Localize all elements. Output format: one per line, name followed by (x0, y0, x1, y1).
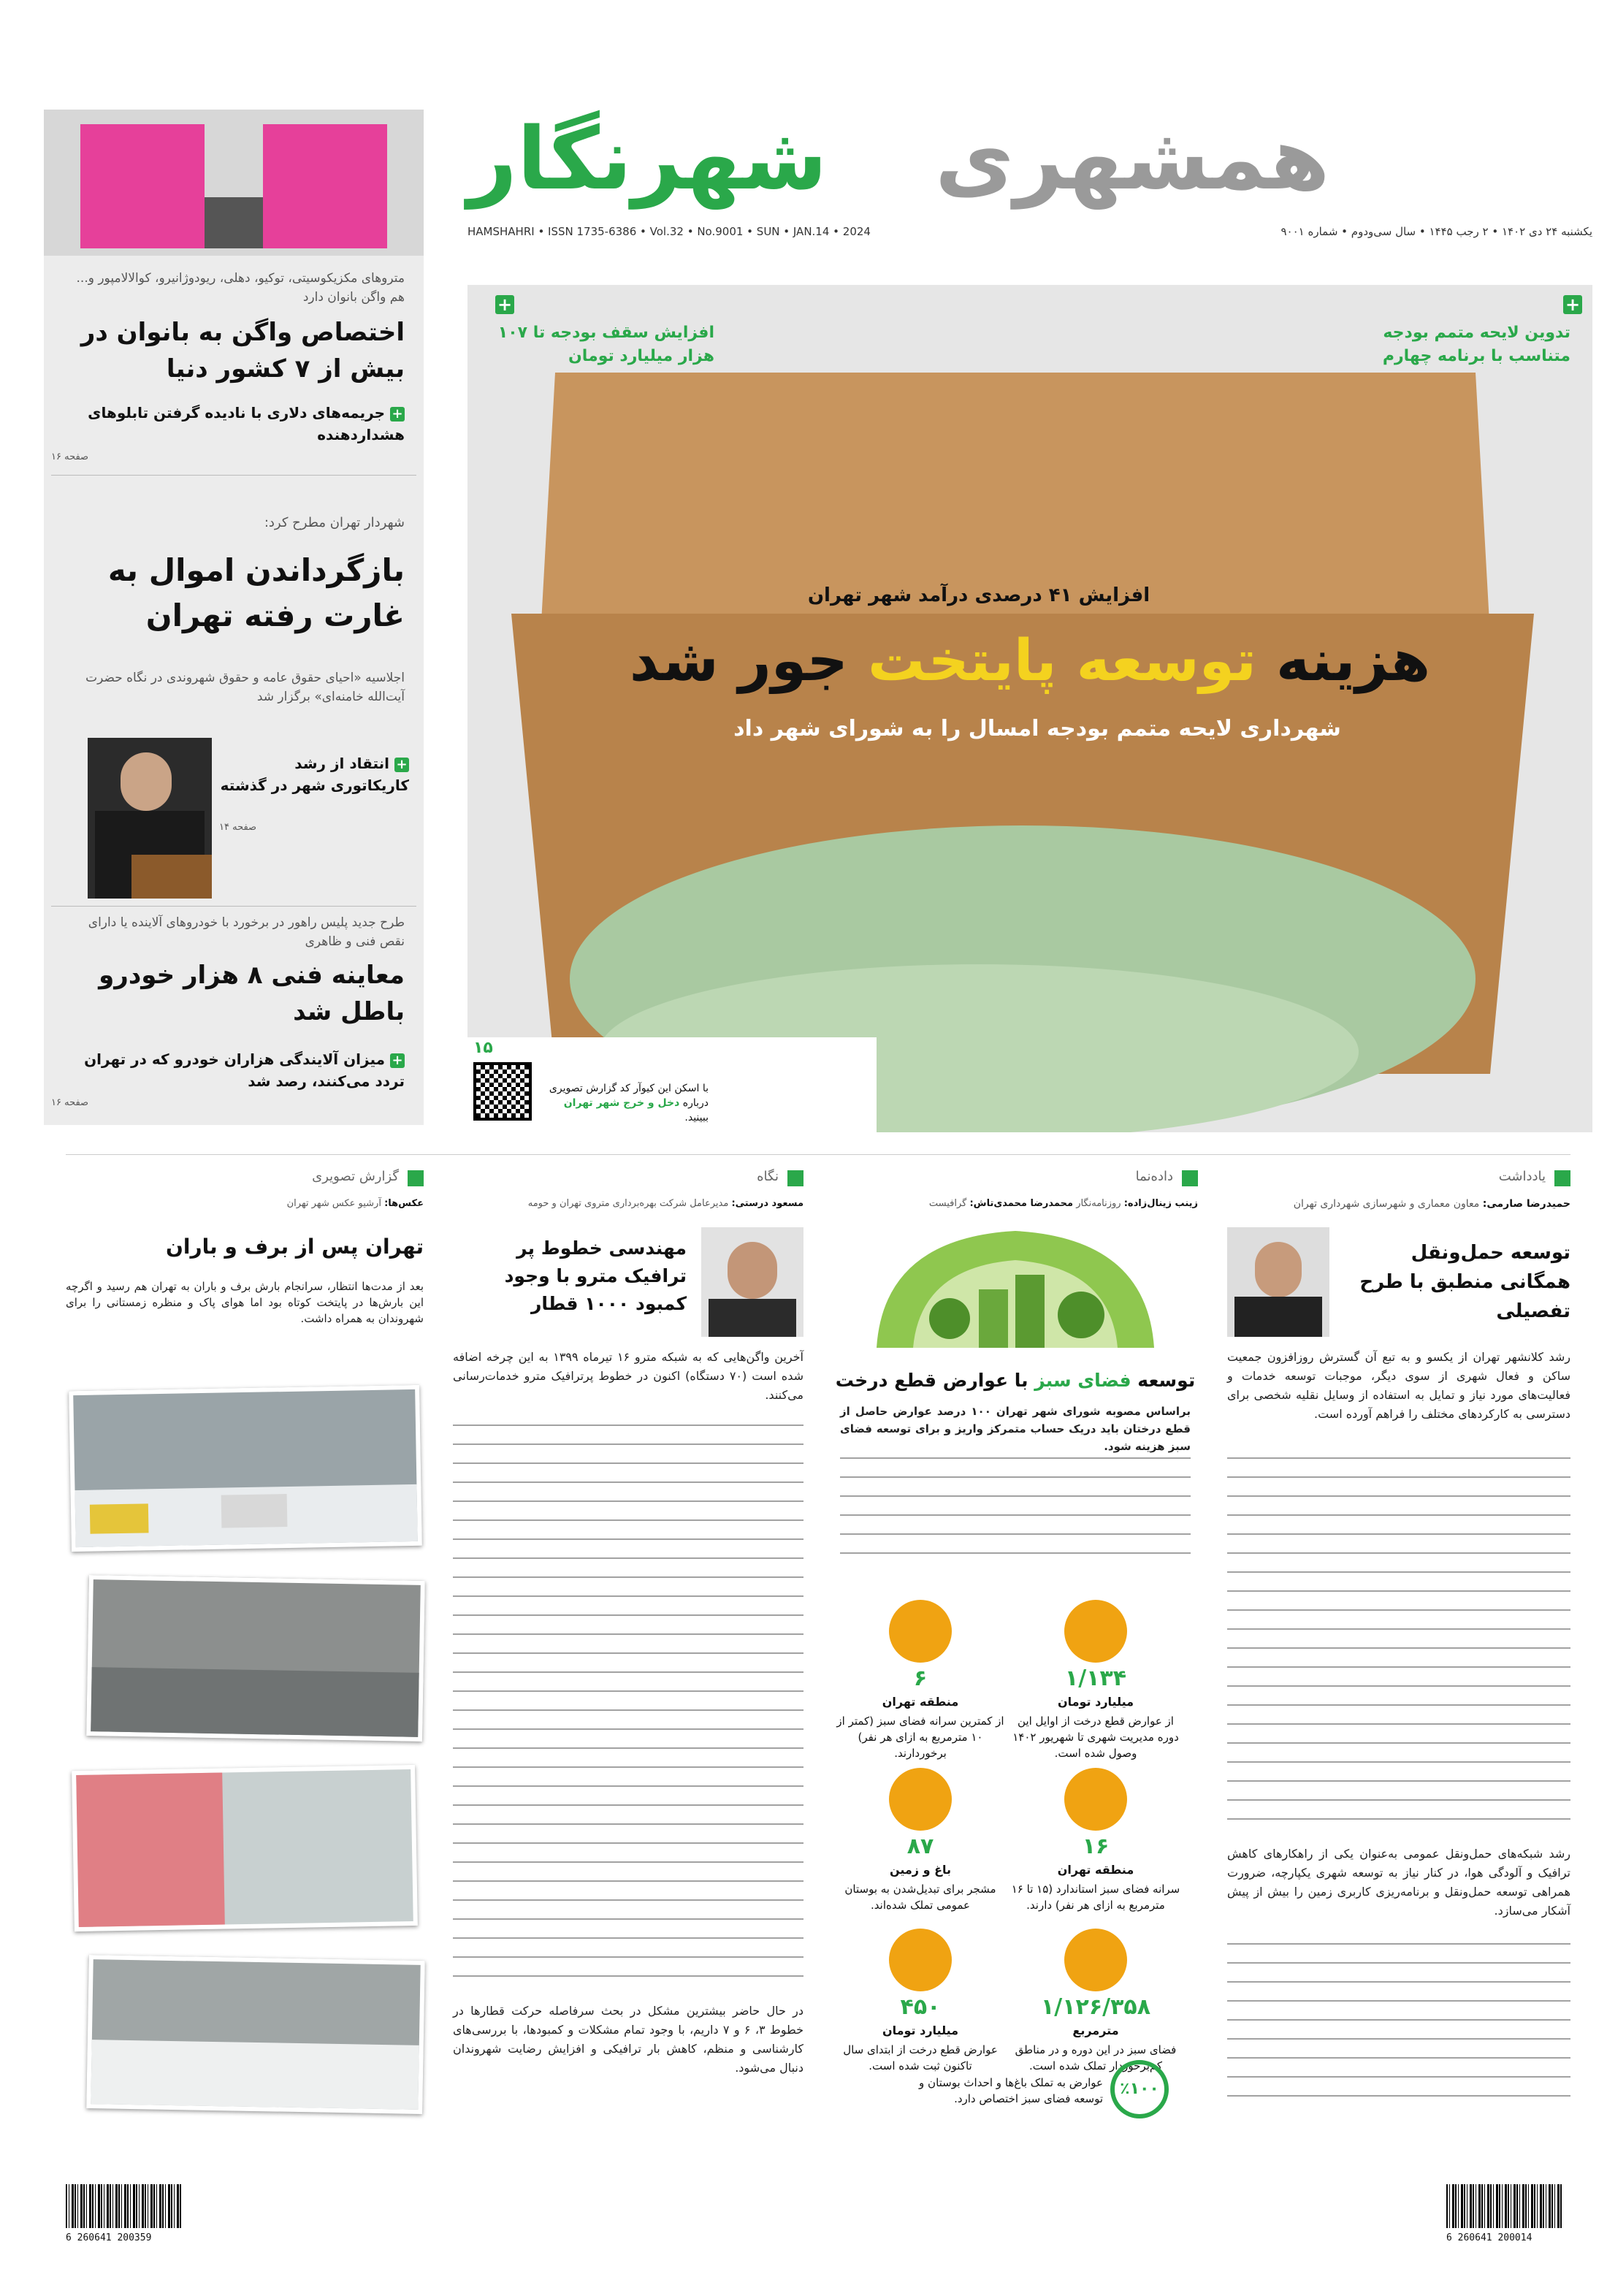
car (90, 1503, 149, 1533)
stat-1-label: میلیارد تومان (1057, 1695, 1134, 1709)
cover-page-number: ۱۵ (473, 1039, 493, 1057)
barcode-right-number: 6 260641 200014 (1446, 2232, 1532, 2243)
money-bag-stat-icon (889, 1929, 952, 1991)
col3-section: نگاه (453, 1169, 804, 1188)
s1-bullet (61, 402, 405, 446)
skyline-illustration (467, 285, 1592, 1132)
wet-street (91, 1667, 419, 1737)
snow-photo-3 (72, 1765, 418, 1931)
budget-stat-icon (1064, 1600, 1127, 1663)
s2-bullet-text: انتقاد از رشد کاریکاتوری شهر در گذشته (220, 755, 409, 794)
stat-2-label: منطقه تهران (882, 1695, 959, 1709)
qr-note-end: ببینید. (684, 1112, 709, 1124)
snow-photo-1 (69, 1385, 422, 1552)
plus-icon: + (390, 1053, 405, 1068)
headline-part-a: هزینه (1256, 628, 1431, 694)
s1-kicker: متروهای مکزیکوسیتی، توکیو، دهلی، ریودوژانیرو، کوالالامپور و... هم واگن بانوان دارد (76, 271, 405, 305)
col1-body-lines (1227, 1457, 1570, 1837)
col2-title-a: توسعه (1131, 1370, 1196, 1391)
headline-part-b: توسعه پایتخت (868, 628, 1256, 694)
barcode-right-graphic (1446, 2184, 1563, 2228)
location-stat-icon (1064, 1768, 1127, 1831)
plus-icon: + (394, 758, 409, 772)
col4-title: تهران پس از برف و باران (166, 1235, 424, 1259)
qr-note-text: با اسکن این کیوآر کد گزارش تصویری درباره (549, 1083, 709, 1109)
stat-5-desc: فضای سبز در این دوره و در مناطق کم‌برخوردار تملک شده است. (1015, 2043, 1177, 2072)
s1-title[interactable]: اختصاص واگن به بانوان در بیش از ۷ کشور دنیا (80, 318, 405, 384)
qr-block (467, 1037, 877, 1132)
s2-title[interactable]: بازگرداندن اموال به غارت رفته تهران (107, 552, 405, 633)
col1-section: یادداشت (1227, 1169, 1570, 1188)
s2-kicker: شهردار تهران مطرح کرد: (264, 515, 405, 530)
col1-byline (1227, 1198, 1570, 1210)
col2-section: داده‌نما (833, 1169, 1198, 1188)
col2-title (833, 1370, 1198, 1391)
tree-stat-icon (889, 1600, 952, 1663)
author-photo (701, 1227, 804, 1337)
metro-photo (44, 110, 424, 256)
sidebar (44, 110, 424, 1125)
col4-p1: بعد از مدت‌ها انتظار، سرانجام بارش برف و باران به تهران هم رسید و اگرچه این بارش‌ها در پایتخت کوتاه بود اما هوای پاک و منظره زمستانی را برای شهروندان به همراه داشت. (66, 1280, 424, 1325)
area-stat-icon (1064, 1929, 1127, 1991)
mayor-head (121, 752, 172, 811)
garden-stat-icon (889, 1768, 952, 1831)
park-building (1015, 1275, 1045, 1348)
col3-byline-name: مسعود درستی: (731, 1198, 804, 1209)
car (221, 1494, 288, 1528)
col3-title: مهندسی خطوط پر ترافیک مترو با وجود کمبود ۱۰۰۰ قطار (504, 1237, 687, 1314)
divider (51, 475, 416, 476)
author-suit (709, 1299, 796, 1337)
stat-2-desc: از کمترین سرانه فضای سبز (کمتر از ۱۰ مترمربع به ازای هر نفر) برخوردارند. (836, 1715, 1004, 1760)
stat-4-label: باغ و زمین (889, 1863, 952, 1877)
col2-byline2-name: محمدرضا محمدی‌تاش: (969, 1198, 1074, 1209)
s3-kicker: طرح جدید پلیس راهور در برخورد با خودروهای آلاینده یا دارای نقص فنی و ظاهری (88, 915, 405, 949)
col2-byline2-role: گرافیست (928, 1198, 967, 1209)
divider (51, 906, 416, 907)
stat-5-label: مترمربع (1072, 2024, 1119, 2037)
col1-title: توسعه حمل‌ونقل همگانی منطبق با طرح تفصیلی (1359, 1242, 1570, 1322)
issue-line-en: HAMSHAHRI • ISSN 1735-6386 • Vol.32 • No.9001 • SUN • JAN.14 • 2024 (467, 225, 871, 238)
qr-note (541, 1081, 709, 1125)
s2-page: صفحه ۱۴ (219, 822, 257, 833)
plus-icon: + (390, 407, 405, 422)
cover-headline (577, 621, 1483, 701)
qr-note-green: دخل و خرج شهر تهران (563, 1097, 680, 1109)
stat-1-desc: از عوارض قطع درخت از اوایل این دوره مدیریت شهری تا شهریور ۱۴۰۲ وصول شده است. (1012, 1715, 1179, 1760)
col1-p1: رشد کلانشهر تهران از یکسو و به تبع آن گسترش روزافزون جمعیت ساکن و فعال شهری از سوی دیگر، موجبات توسعه خدمات و فعالیت‌های مورد نیاز و تمایل به استفاده از وسایل نقلیه شخصی برای دسترسی به کارکردهای مختلف را فراهم آورده است. (1227, 1350, 1570, 1421)
author-head (728, 1242, 777, 1299)
col-opinion (453, 1169, 804, 2118)
cover-kicker: افزایش ۴۱ درصدی درآمد شهر تهران (807, 584, 1150, 606)
cover-story (467, 285, 1592, 1132)
col3-byline (453, 1198, 804, 1209)
plus-icon-right: + (1563, 295, 1582, 314)
mayor-photo (88, 738, 212, 899)
metro-door-right (263, 124, 387, 248)
col1-body-lines-2 (1227, 1943, 1570, 2108)
pink-cover (76, 1773, 225, 1927)
cover-subhead: شهرداری لایحه متمم بودجه امسال را به شورای شهر داد (733, 716, 1341, 741)
plus-icon-left: + (495, 295, 514, 314)
col4-section: گزارش تصویری (66, 1169, 424, 1188)
snow-photo-2 (86, 1575, 425, 1742)
col-photo-report (66, 1169, 424, 2118)
col3-body-lines (453, 1424, 804, 1994)
stat-6-label: میلیارد تومان (882, 2024, 959, 2037)
col4-byline-role: آرشیو عکس شهر تهران (286, 1198, 381, 1209)
author-head (1255, 1242, 1302, 1297)
stat-3-label: منطقه تهران (1057, 1863, 1134, 1877)
top-rule (66, 1154, 1570, 1155)
park-building (979, 1289, 1008, 1348)
metro-door-left (80, 124, 205, 248)
s3-bullet (61, 1048, 405, 1092)
barcode-left-number: 6 260641 200359 (66, 2232, 152, 2243)
stat-1-num: ۱/۱۳۴ (1064, 1666, 1127, 1691)
stat-6-desc: عوارض قطع درخت از ابتدای سال تاکنون ثبت شده است. (843, 2043, 998, 2072)
s1-bullet-text: جریمه‌های دلاری با نادیده گرفتن تابلوهای هشداردهنده (88, 404, 405, 443)
col2-lead: براساس مصوبه شورای شهر تهران ۱۰۰ درصد عوارض حاصل از قطع درختان باید دریک حساب متمرکز واریز و برای توسعه فضای سبز هزینه شود. (840, 1405, 1191, 1453)
green-park-illustration (869, 1224, 1161, 1355)
s1-page: صفحه ۱۶ (51, 451, 89, 462)
s3-bullet-text: میزان آلایندگی هزاران خودرو که در تهران تردد می‌کنند، رصد شد (84, 1050, 405, 1090)
percent-badge: ٪۱۰۰ (1110, 2060, 1169, 2118)
stat-3-num: ۱۶ (1082, 1834, 1110, 1859)
park-tree (1058, 1292, 1104, 1338)
qr-code[interactable] (473, 1062, 532, 1121)
col4-byline-name: عکس‌ها: (384, 1198, 424, 1209)
col3-p2: در حال حاضر بیشترین مشکل در بحث سرفاصله حرکت قطارها در خطوط ۳، ۶ و ۷ داریم، با وجود تمام مشکلات و کمبودها، با بررسی‌های کارشناسی و منظم، کاهش بار ترافیکی و افزایش رضایت شهروندان دنبال می‌شود. (453, 2004, 804, 2075)
stat-6-num: ۴۵۰ (900, 1994, 941, 2020)
podium (131, 855, 212, 899)
park-tree (929, 1298, 970, 1339)
snow-photo-4 (86, 1955, 425, 2114)
col1-byline-role: معاون معماری و شهرسازی شهرداری تهران (1293, 1198, 1480, 1210)
col2-byline1-role: روزنامه‌نگار (1076, 1198, 1121, 1209)
barcode-left-graphic (66, 2184, 183, 2228)
author-photo (1227, 1227, 1329, 1337)
col-note (1227, 1169, 1570, 2118)
cover-left-label: افزایش سقف بودجه تا ۱۰۷ هزار میلیارد تومان (497, 324, 714, 365)
s3-page: صفحه ۱۶ (51, 1097, 89, 1108)
col-data (833, 1169, 1198, 2118)
col3-byline-role: مدیرعامل شرکت بهره‌برداری متروی تهران و حومه (527, 1198, 729, 1209)
masthead (467, 110, 1592, 256)
stat-4-desc: مشجر برای تبدیل‌شدن به بوستان عمومی تملک شده‌اند. (844, 1883, 996, 1912)
col1-byline-name: حمیدرضا صارمی: (1482, 1198, 1570, 1210)
col2-lead-lines (840, 1457, 1191, 1567)
col4-byline (66, 1198, 424, 1209)
stat-5-num: ۱/۱۲۶/۳۵۸ (1040, 1994, 1151, 2020)
s2-bullet (219, 752, 409, 796)
col1-p2: رشد شبکه‌های حمل‌ونقل عمومی به‌عنوان یکی از راهکارهای کاهش ترافیک و آلودگی هوا، در کنار نیاز به توسعه شهری یکپارچه، ضرورت همراهی توسعه حمل‌ونقل و برنامه‌ریزی کاربری زمین را بیش از پیش آشکار می‌سازد. (1227, 1847, 1570, 1918)
headline-part-c: جور شد (629, 628, 868, 694)
col2-title-b: فضای سبز (1034, 1370, 1131, 1391)
brand-logo-green: شهرنگار (467, 108, 828, 209)
brand-logo-gray: همشهری (935, 108, 1330, 209)
cover-right-label: تدوین لایحه متمم بودجه متناسب با برنامه چهارم (1382, 324, 1570, 365)
s3-title[interactable]: معاینه فنی ۸ هزار خودرو باطل شد (99, 961, 405, 1026)
snow-ground (91, 2040, 419, 2110)
s2-lead: اجلاسیه «احیای حقوق عامه و حقوق شهروندی در نگاه حضرت آیت‌الله خامنه‌ای» برگزار شد (85, 671, 405, 704)
stat-4-num: ۸۷ (906, 1834, 934, 1859)
percent-desc: عوارض به تملک باغ‌ها و احداث بوستان و توسعه فضای سبز اختصاص دارد. (919, 2076, 1103, 2105)
col2-byline1-name: زینب زینال‌زاده: (1123, 1198, 1198, 1209)
col3-p1: آخرین واگن‌هایی که به شبکه مترو ۱۶ تیرماه ۱۳۹۹ به این چرخه اضافه شده است (۷۰ دستگاه) اکنون در خطوط پرترافیک مترو خدمات‌رسانی می‌کنند. (453, 1350, 804, 1402)
stat-2-num: ۶ (913, 1666, 928, 1691)
issue-line-fa: یکشنبه ۲۴ دی ۱۴۰۲ • ۲ رجب ۱۴۴۵ • سال سی‌ودوم • شماره ۹۰۰۱ (1280, 225, 1592, 238)
metro-floor (205, 197, 263, 248)
col2-byline (833, 1198, 1198, 1209)
stat-3-desc: سرانه فضای سبز استاندارد (۱۵ تا ۱۶ مترمربع به ازای هر نفر) دارند. (1011, 1883, 1180, 1912)
author-suit (1234, 1297, 1322, 1337)
col2-title-c: با عوارض قطع درخت (835, 1370, 1035, 1391)
